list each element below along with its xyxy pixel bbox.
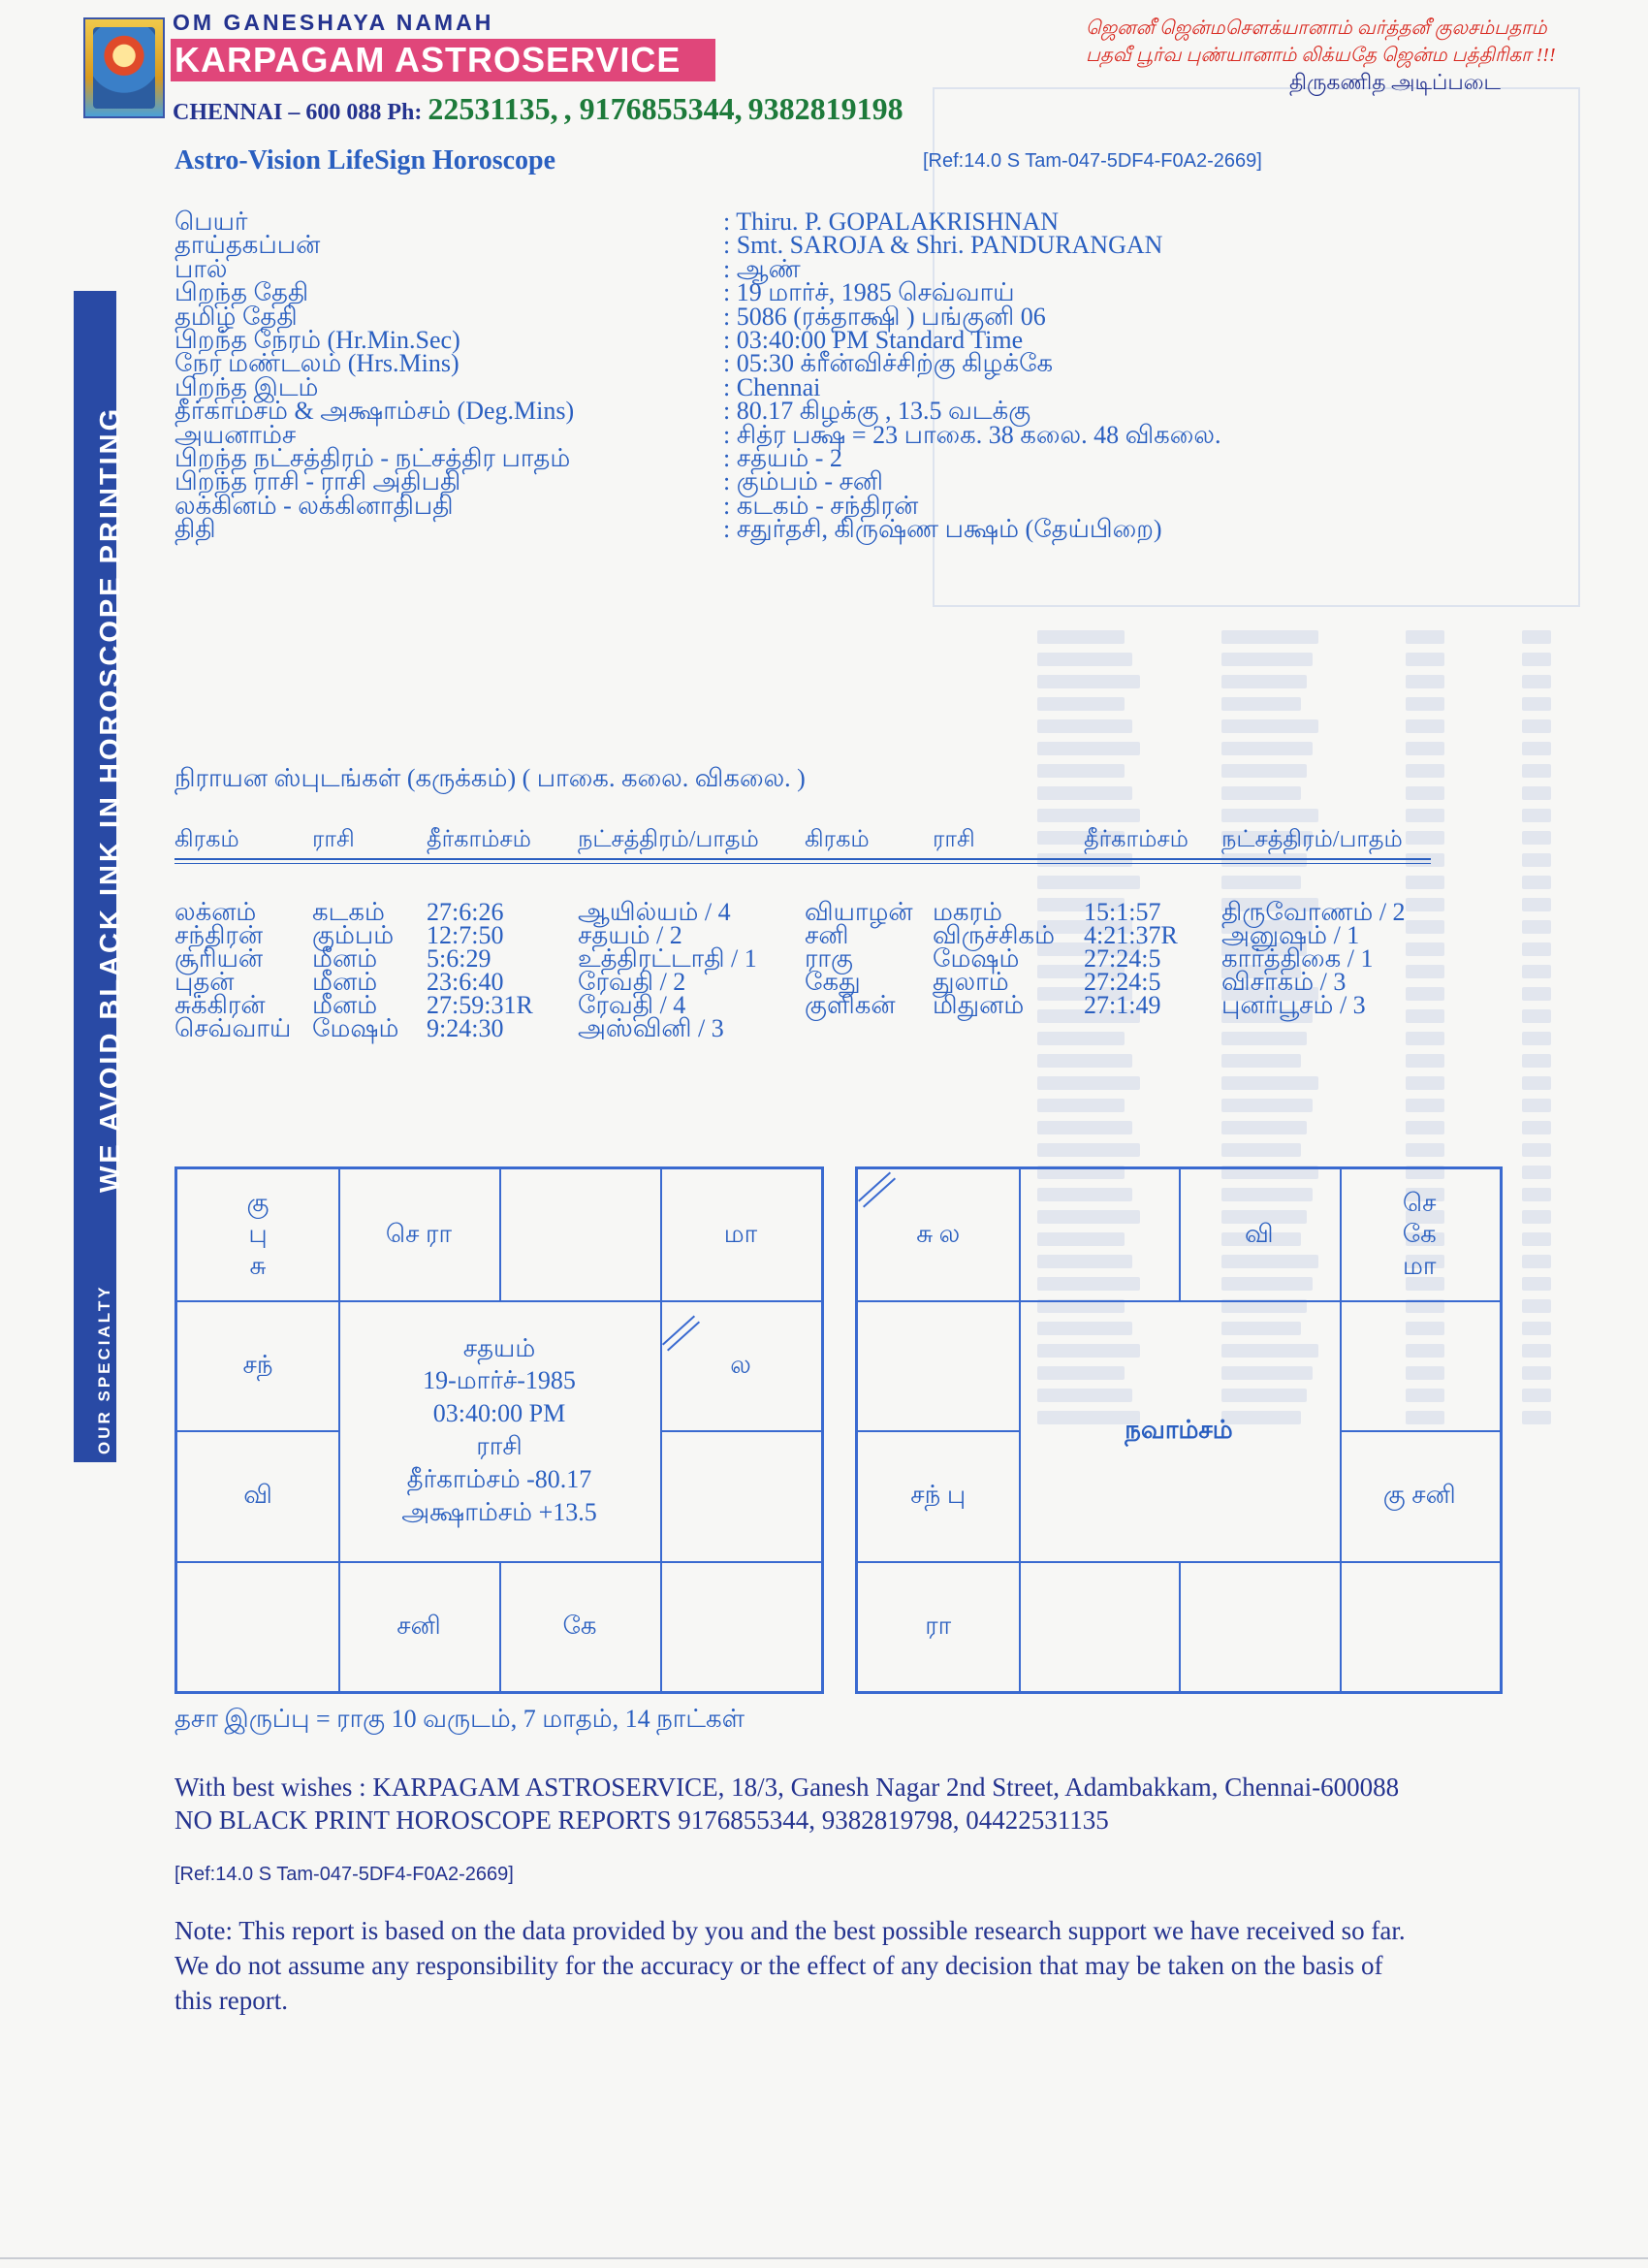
table-cell: 23:6:40 bbox=[427, 968, 504, 996]
detail-label: திதி bbox=[174, 515, 216, 544]
ghost-row bbox=[1406, 653, 1444, 666]
ghost-row bbox=[1037, 1076, 1140, 1090]
report-ref: [Ref:14.0 S Tam-047-5DF4-F0A2-2669] bbox=[923, 150, 1262, 172]
detail-value: : கும்பம் - சனி bbox=[723, 467, 884, 496]
deity-image bbox=[93, 27, 155, 109]
ghost-row bbox=[1221, 742, 1313, 755]
chart-cell: மா bbox=[723, 1220, 758, 1248]
ghost-row bbox=[1037, 1032, 1125, 1045]
ghost-row bbox=[1406, 898, 1444, 911]
chart-center-line: 19-மார்ச்-1985 bbox=[423, 1366, 576, 1395]
table-cell: புதன் bbox=[174, 968, 235, 996]
table-header: கிரகம் bbox=[174, 827, 239, 852]
table-cell: மீனம் bbox=[312, 991, 378, 1019]
ghost-row bbox=[1522, 1143, 1551, 1157]
chart-cell bbox=[1340, 1169, 1501, 1300]
detail-label: அயனாம்ச bbox=[174, 420, 297, 449]
table-cell: சுக்கிரன் bbox=[174, 991, 266, 1019]
ghost-row bbox=[1522, 675, 1551, 688]
ghost-row bbox=[1406, 1076, 1444, 1090]
ghost-row bbox=[1522, 1277, 1551, 1291]
ghost-row bbox=[1037, 1121, 1132, 1134]
ghost-row bbox=[1406, 786, 1444, 800]
tagline-1: ஜெனனீ ஜென்மசௌக்யானாம் வர்த்தனீ குலசம்பதாம் bbox=[1086, 17, 1547, 39]
ghost-row bbox=[1522, 1054, 1551, 1068]
ghost-row bbox=[1406, 764, 1444, 778]
chart-center-line: அக்ஷாம்சம் +13.5 bbox=[401, 1497, 597, 1526]
ghost-row bbox=[1522, 630, 1551, 644]
detail-label: பிறந்த நட்சத்திரம் - நட்சத்திர பாதம் bbox=[174, 444, 571, 472]
table-cell: சந்திரன் bbox=[174, 921, 264, 949]
detail-label: பிறந்த ராசி - ராசி அதிபதி bbox=[174, 467, 461, 496]
chart-cell: சந் பு bbox=[910, 1481, 967, 1509]
navamsa-chart bbox=[855, 1166, 1503, 1694]
ghost-row bbox=[1522, 1166, 1551, 1179]
table-cell: ஆயில்யம் / 4 bbox=[578, 898, 731, 926]
detail-value: : ஆண் bbox=[723, 254, 801, 283]
ghost-row bbox=[1522, 1255, 1551, 1268]
table-cell: செவ்வாய் bbox=[174, 1014, 292, 1042]
chart-cell: சனி bbox=[396, 1611, 441, 1640]
table-header: கிரகம் bbox=[805, 827, 870, 852]
side-strip-specialty: OUR SPECIALTY bbox=[95, 1284, 113, 1454]
table-cell: விருச்சிகம் bbox=[933, 921, 1055, 949]
detail-value: : 19 மார்ச், 1985 செவ்வாய் bbox=[723, 278, 1015, 307]
detail-value: : சதயம் - 2 bbox=[723, 444, 842, 472]
ghost-row bbox=[1522, 1389, 1551, 1402]
table-cell: 27:24:5 bbox=[1084, 944, 1161, 973]
detail-label: தீர்காம்சம் & அக்ஷாம்சம் (Deg.Mins) bbox=[174, 397, 575, 426]
ghost-row bbox=[1037, 630, 1125, 644]
ghost-row bbox=[1037, 853, 1132, 867]
page-bottom-rule bbox=[0, 2257, 1648, 2259]
table-cell: அனுஷம் / 1 bbox=[1221, 921, 1360, 949]
table-rule bbox=[174, 858, 1431, 860]
wishes-line-1: With best wishes : KARPAGAM ASTROSERVICE, 18/3, Ganesh Nagar 2nd Street, Adambakkam, Chennai-600088 bbox=[174, 1773, 1400, 1802]
ghost-row bbox=[1221, 876, 1301, 889]
chart-cell: கு சனி bbox=[1382, 1481, 1456, 1509]
ghost-row bbox=[1406, 1143, 1444, 1157]
table-cell: ராகு bbox=[805, 944, 853, 973]
ghost-row bbox=[1221, 1076, 1318, 1090]
table-cell: மகரம் bbox=[933, 898, 1002, 926]
ghost-row bbox=[1406, 1032, 1444, 1045]
ghost-row bbox=[1522, 764, 1551, 778]
detail-label: லக்கினம் - லக்கினாதிபதி bbox=[174, 491, 454, 520]
ghost-row bbox=[1406, 942, 1444, 956]
detail-label: நேர மண்டலம் (Hrs.Mins) bbox=[174, 349, 460, 378]
note-line: this report. bbox=[174, 1986, 288, 2015]
chart-cell bbox=[660, 1430, 821, 1561]
detail-label: பிறந்த நேரம் (Hr.Min.Sec) bbox=[174, 326, 460, 354]
table-cell: வியாழன் bbox=[805, 898, 913, 926]
ghost-row bbox=[1037, 786, 1132, 800]
chart-cell-item: கே bbox=[1402, 1220, 1437, 1248]
table-cell: 27:24:5 bbox=[1084, 968, 1161, 996]
ghost-row bbox=[1406, 853, 1444, 867]
ghost-row bbox=[1037, 719, 1132, 733]
phone-1: 22531135, bbox=[428, 91, 558, 126]
chart-cell bbox=[1340, 1561, 1501, 1692]
chart-center-line: 03:40:00 PM bbox=[432, 1399, 566, 1428]
detail-value: : சித்ர பக்ஷ = 23 பாகை. 38 கலை. 48 விகலை. bbox=[723, 420, 1221, 449]
chart-cell bbox=[1019, 1561, 1180, 1692]
table-cell: சதயம் / 2 bbox=[578, 921, 682, 949]
table-cell: சூரியன் bbox=[174, 944, 264, 973]
ghost-row bbox=[1037, 764, 1125, 778]
table-cell: மீனம் bbox=[312, 944, 378, 973]
ghost-row bbox=[1406, 719, 1444, 733]
ghost-row bbox=[1522, 1188, 1551, 1201]
wishes-line-2: NO BLACK PRINT HOROSCOPE REPORTS 9176855344, 9382819798, 04422531135 bbox=[174, 1805, 1109, 1835]
ghost-row bbox=[1522, 653, 1551, 666]
table-cell: ரேவதி / 4 bbox=[578, 991, 686, 1019]
ghost-row bbox=[1522, 1344, 1551, 1358]
ghost-row bbox=[1037, 742, 1140, 755]
chart-cell: சந் bbox=[242, 1350, 273, 1379]
ghost-row bbox=[1522, 1299, 1551, 1313]
ghost-row bbox=[1037, 1143, 1140, 1157]
detail-value: : சதுர்தசி, கிருஷ்ண பக்ஷம் (தேய்பிறை) bbox=[723, 515, 1162, 544]
detail-value: : 05:30 க்ரீன்விச்சிற்கு கிழக்கே bbox=[723, 349, 1054, 378]
table-cell: ரேவதி / 2 bbox=[578, 968, 686, 996]
planets-title: நிராயன ஸ்புடங்கள் (கருக்கம்) ( பாகை. கலை. விகலை. ) bbox=[174, 764, 806, 792]
address-phone-line bbox=[173, 91, 903, 127]
detail-value: : 03:40:00 PM Standard Time bbox=[723, 326, 1024, 354]
chart-cell bbox=[660, 1561, 821, 1692]
ghost-row bbox=[1522, 786, 1551, 800]
report-title: Astro-Vision LifeSign Horoscope bbox=[174, 145, 556, 176]
ghost-row bbox=[1522, 1210, 1551, 1224]
ghost-row bbox=[1522, 1099, 1551, 1112]
ghost-row bbox=[1522, 876, 1551, 889]
tagline-3: திருகணித அடிப்படை bbox=[1289, 70, 1502, 94]
table-header: நட்சத்திரம்/பாதம் bbox=[578, 827, 759, 852]
ghost-row bbox=[1522, 965, 1551, 978]
chart-cell bbox=[858, 1300, 1019, 1431]
ghost-row bbox=[1221, 719, 1318, 733]
chart-cell bbox=[177, 1169, 338, 1300]
ghost-row bbox=[1522, 1121, 1551, 1134]
phone-2: , 9176855344, bbox=[563, 91, 743, 126]
ghost-row bbox=[1221, 853, 1307, 867]
ghost-row bbox=[1406, 630, 1444, 644]
brand-name: KARPAGAM ASTROSERVICE bbox=[174, 40, 681, 80]
table-cell: உத்திரட்டாதி / 1 bbox=[578, 944, 757, 973]
ghost-row bbox=[1221, 675, 1307, 688]
table-header: ராசி bbox=[933, 827, 975, 852]
ghost-row bbox=[1522, 853, 1551, 867]
chart-cell-item: மா bbox=[1402, 1251, 1437, 1280]
ghost-row bbox=[1406, 1099, 1444, 1112]
om-line: OM GANESHAYA NAMAH bbox=[173, 10, 494, 35]
ghost-row bbox=[1522, 831, 1551, 845]
chart-cell: ல bbox=[730, 1350, 751, 1379]
ghost-row bbox=[1221, 1143, 1301, 1157]
table-cell: மிதுனம் bbox=[933, 991, 1025, 1019]
ghost-row bbox=[1037, 653, 1132, 666]
rasi-chart bbox=[174, 1166, 824, 1694]
chart-center-line: சதயம் bbox=[462, 1333, 536, 1362]
ghost-row bbox=[1522, 987, 1551, 1001]
chart-center-line: தீர்காம்சம் -80.17 bbox=[406, 1464, 592, 1493]
detail-label: பிறந்த இடம் bbox=[174, 372, 319, 401]
table-cell: லக்னம் bbox=[174, 898, 257, 926]
ghost-row bbox=[1406, 1121, 1444, 1134]
ghost-row bbox=[1522, 1232, 1551, 1246]
ghost-row bbox=[1037, 809, 1140, 822]
table-cell: 5:6:29 bbox=[427, 944, 491, 973]
ghost-row bbox=[1406, 831, 1444, 845]
table-cell: 27:6:26 bbox=[427, 898, 504, 926]
ghost-row bbox=[1406, 675, 1444, 688]
table-cell: மீனம் bbox=[312, 968, 378, 996]
table-cell: கும்பம் bbox=[312, 921, 395, 949]
table-cell: 15:1:57 bbox=[1084, 898, 1161, 926]
ghost-row bbox=[1522, 942, 1551, 956]
chart-cell-item: சு bbox=[249, 1251, 267, 1280]
ghost-row bbox=[1406, 742, 1444, 755]
table-cell: விசாகம் / 3 bbox=[1221, 968, 1347, 996]
table-cell: கடகம் bbox=[312, 898, 385, 926]
ghost-row bbox=[1221, 1032, 1307, 1045]
table-cell: கேது bbox=[805, 968, 861, 996]
note-line: We do not assume any responsibility for the accuracy or the effect of any decision that may be taken on the basis of bbox=[174, 1951, 1383, 1980]
chart-center: நவாம்சம் bbox=[1125, 1416, 1233, 1445]
ghost-row bbox=[1037, 697, 1125, 711]
table-cell: அஸ்வினி / 3 bbox=[578, 1014, 724, 1042]
ghost-row bbox=[1522, 1032, 1551, 1045]
ghost-row bbox=[1406, 987, 1444, 1001]
ghost-row bbox=[1037, 1054, 1132, 1068]
ghost-row bbox=[1522, 898, 1551, 911]
footer-ref: [Ref:14.0 S Tam-047-5DF4-F0A2-2669] bbox=[174, 1864, 514, 1885]
chart-center-line: ராசி bbox=[476, 1432, 523, 1460]
table-cell: மேஷம் bbox=[933, 944, 1020, 973]
side-strip-text: WE AVOID BLACK INK IN HOROSCOPE PRINTING bbox=[95, 405, 126, 1193]
ghost-row bbox=[1037, 1099, 1125, 1112]
detail-label: பெயர் bbox=[174, 208, 248, 236]
ghost-row bbox=[1221, 630, 1318, 644]
table-cell: 27:1:49 bbox=[1084, 991, 1161, 1019]
chart-cell: வி bbox=[1244, 1220, 1274, 1248]
tagline-2: பதவீ பூர்வ புண்யானாம் லிக்யதே ஜென்ம பத்திரிகா !!! bbox=[1086, 45, 1556, 66]
detail-label: தாய்தகப்பன் bbox=[174, 231, 321, 260]
ghost-row bbox=[1406, 1054, 1444, 1068]
ghost-row bbox=[1406, 1009, 1444, 1023]
ghost-row bbox=[1406, 876, 1444, 889]
table-cell: சனி bbox=[805, 921, 849, 949]
table-cell: திருவோணம் / 2 bbox=[1221, 898, 1406, 926]
table-cell: 4:21:37R bbox=[1084, 921, 1178, 949]
ghost-row bbox=[1522, 809, 1551, 822]
chart-cell-item: செ bbox=[1402, 1188, 1437, 1217]
chart-cell bbox=[499, 1169, 660, 1300]
ghost-row bbox=[1037, 876, 1140, 889]
table-header: ராசி bbox=[312, 827, 355, 852]
table-cell: 27:59:31R bbox=[427, 991, 533, 1019]
ghost-row bbox=[1406, 697, 1444, 711]
ghost-row bbox=[1221, 786, 1301, 800]
phone-3: 9382819198 bbox=[747, 91, 903, 126]
table-cell: குளிகன் bbox=[805, 991, 896, 1019]
deity-logo bbox=[83, 17, 165, 118]
detail-value: : கடகம் - சந்திரன் bbox=[723, 491, 919, 520]
ghost-row bbox=[1406, 920, 1444, 934]
table-cell: 9:24:30 bbox=[427, 1014, 504, 1042]
table-header: நட்சத்திரம்/பாதம் bbox=[1221, 827, 1403, 852]
ghost-row bbox=[1522, 1009, 1551, 1023]
ghost-row bbox=[1406, 809, 1444, 822]
ghost-row bbox=[1522, 920, 1551, 934]
ghost-row bbox=[1522, 1366, 1551, 1380]
ghost-row bbox=[1221, 1054, 1301, 1068]
ghost-row bbox=[1221, 1121, 1307, 1134]
ghost-row bbox=[1522, 1322, 1551, 1335]
chart-cell: வி bbox=[243, 1481, 272, 1509]
table-cell: 12:7:50 bbox=[427, 921, 504, 949]
ghost-row bbox=[1221, 809, 1318, 822]
chart-cell: ரா bbox=[925, 1611, 952, 1640]
table-cell: மேஷம் bbox=[312, 1014, 399, 1042]
detail-value: : 80.17 கிழக்கு , 13.5 வடக்கு bbox=[723, 397, 1031, 426]
ghost-row bbox=[1522, 1076, 1551, 1090]
chart-cell: சு ல bbox=[916, 1220, 961, 1248]
chart-cell-item: பு bbox=[248, 1220, 268, 1248]
detail-label: தமிழ் தேதி bbox=[174, 302, 298, 331]
table-header: தீர்காம்சம் bbox=[1084, 827, 1188, 852]
ghost-row bbox=[1221, 1099, 1313, 1112]
chart-cell-item: கு bbox=[246, 1188, 269, 1217]
table-cell: கார்த்திகை / 1 bbox=[1221, 944, 1374, 973]
chart-cell bbox=[1179, 1561, 1340, 1692]
ghost-row bbox=[1221, 764, 1307, 778]
detail-label: பிறந்த தேதி bbox=[174, 278, 309, 307]
table-header: தீர்காம்சம் bbox=[427, 827, 531, 852]
ghost-row bbox=[1522, 1411, 1551, 1424]
detail-value: : Thiru. P. GOPALAKRISHNAN bbox=[723, 208, 1059, 236]
chart-cell: கே bbox=[562, 1611, 597, 1640]
table-cell: துலாம் bbox=[933, 968, 1009, 996]
chart-cell bbox=[1340, 1300, 1501, 1431]
chart-cell bbox=[177, 1561, 338, 1692]
table-rule bbox=[174, 863, 1431, 864]
ghost-row bbox=[1522, 697, 1551, 711]
chart-center bbox=[338, 1300, 660, 1561]
chart-cell bbox=[1019, 1169, 1180, 1300]
ghost-row bbox=[1221, 697, 1301, 711]
chart-cell: செ ரா bbox=[385, 1220, 453, 1248]
detail-value: : Smt. SAROJA & Shri. PANDURANGAN bbox=[723, 231, 1163, 260]
city-label: CHENNAI – 600 088 Ph: bbox=[173, 100, 423, 125]
ghost-row bbox=[1221, 653, 1313, 666]
detail-value: : 5086 (ரக்தாக்ஷி ) பங்குனி 06 bbox=[723, 302, 1046, 331]
note-line: Note: This report is based on the data provided by you and the best possible research support we have received so far. bbox=[174, 1916, 1406, 1945]
ghost-row bbox=[1037, 675, 1140, 688]
ghost-row bbox=[1406, 965, 1444, 978]
dasa-balance: தசா இருப்பு = ராகு 10 வருடம், 7 மாதம், 14 நாட்கள் bbox=[174, 1705, 745, 1733]
table-cell: புனர்பூசம் / 3 bbox=[1221, 991, 1366, 1019]
detail-label: பால் bbox=[174, 254, 228, 283]
ghost-row bbox=[1522, 719, 1551, 733]
ghost-row bbox=[1522, 742, 1551, 755]
detail-value: : Chennai bbox=[723, 372, 821, 401]
